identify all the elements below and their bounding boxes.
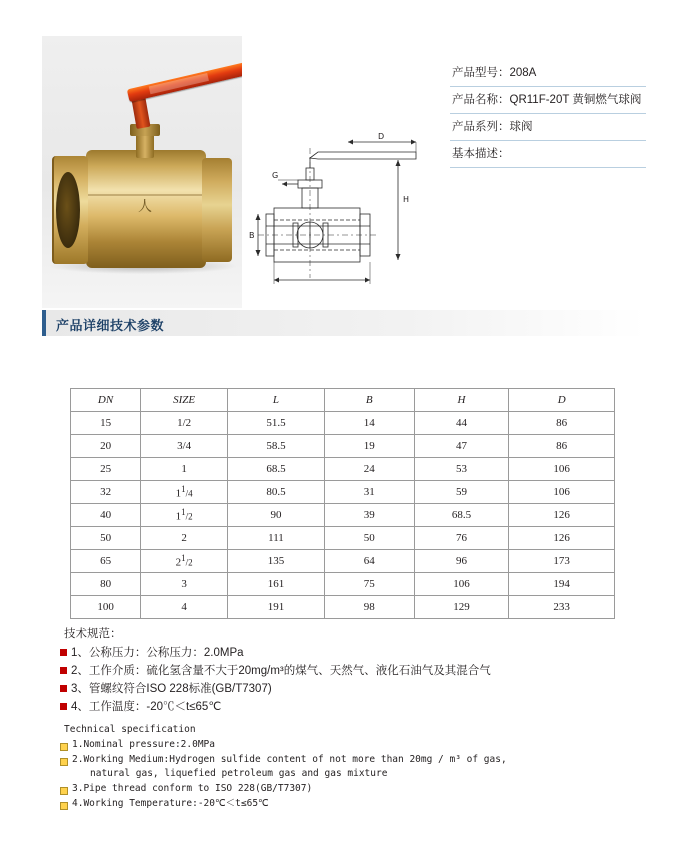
valve-handle <box>127 62 242 103</box>
cell-size: 3 <box>141 573 228 596</box>
cell-h: 129 <box>414 596 509 619</box>
cell-h: 59 <box>414 481 509 504</box>
cell-dn: 25 <box>71 458 141 481</box>
table-header-l: L <box>228 389 325 412</box>
table-header-row <box>71 389 615 412</box>
product-header-section <box>0 18 685 298</box>
cell-b: 14 <box>324 412 414 435</box>
note-cn-text: 4、工作温度：-20℃＜t≤65℃ <box>71 701 222 713</box>
product-info-row-name <box>450 87 646 114</box>
handle-sticker <box>149 73 209 94</box>
table-row <box>71 504 615 527</box>
drawing-label-g: G <box>272 171 279 180</box>
cell-size: 4 <box>141 596 228 619</box>
note-en-text: 1.Nominal pressure:2.0MPa <box>72 739 215 750</box>
cell-d: 86 <box>509 412 615 435</box>
cell-h: 76 <box>414 527 509 550</box>
note-cn-text: 2、工作介质：硫化氢含量不大于20mg/m³的煤气、天然气、液化石油气及其混合气 <box>71 665 491 677</box>
cell-d: 126 <box>509 527 615 550</box>
section-title: 产品详细技术参数 <box>56 318 165 333</box>
cell-b: 50 <box>324 527 414 550</box>
valve-logo-mark: 人 <box>138 200 152 215</box>
cell-dn: 65 <box>71 550 141 573</box>
cell-b: 98 <box>324 596 414 619</box>
section-accent-stripe <box>42 310 46 336</box>
cell-d: 86 <box>509 435 615 458</box>
note-cn-item <box>60 680 660 698</box>
cell-dn: 32 <box>71 481 141 504</box>
product-info-value-name: QR11F-20T 黄铜燃气球阀 <box>509 94 642 106</box>
table-row <box>71 596 615 619</box>
cell-b: 31 <box>324 481 414 504</box>
cell-l: 161 <box>228 573 325 596</box>
valve-bore <box>56 172 80 248</box>
notes-title-en: Technical specification <box>64 724 196 735</box>
cell-h: 106 <box>414 573 509 596</box>
table-row <box>71 412 615 435</box>
table-header-d: D <box>509 389 615 412</box>
cell-l: 80.5 <box>228 481 325 504</box>
note-cn-item <box>60 698 660 716</box>
cell-l: 135 <box>228 550 325 573</box>
section-title-bar <box>42 310 646 336</box>
table-header-h: H <box>414 389 509 412</box>
table-row <box>71 573 615 596</box>
product-info-label-model: 产品型号： <box>452 67 510 79</box>
cell-b: 75 <box>324 573 414 596</box>
cell-size: 1/2 <box>141 412 228 435</box>
spec-table <box>70 388 615 619</box>
cell-dn: 100 <box>71 596 141 619</box>
cell-dn: 15 <box>71 412 141 435</box>
cell-size: 2 <box>141 527 228 550</box>
bullet-red-icon <box>60 649 67 656</box>
table-row <box>71 481 615 504</box>
table-header-size: SIZE <box>141 389 228 412</box>
note-en-text-cont: natural gas, liquefied petroleum gas and gas mixture <box>90 768 388 779</box>
product-info-label-description: 基本描述： <box>452 148 510 160</box>
note-cn-text: 1、公称压力：公称压力：2.0MPa <box>71 647 244 659</box>
cell-b: 64 <box>324 550 414 573</box>
cell-l: 111 <box>228 527 325 550</box>
valve-left-end <box>52 156 88 264</box>
cell-dn: 80 <box>71 573 141 596</box>
cell-b: 24 <box>324 458 414 481</box>
note-en-text: 2.Working Medium:Hydrogen sulfide content of not more than 20mg / m³ of gas, <box>72 754 507 765</box>
bullet-yellow-icon <box>60 758 68 766</box>
product-info-label-name: 产品名称： <box>452 94 510 106</box>
note-cn-item <box>60 644 660 662</box>
table-row <box>71 550 615 573</box>
cell-dn: 50 <box>71 527 141 550</box>
note-en-item <box>60 797 660 811</box>
cell-d: 106 <box>509 458 615 481</box>
cell-size: $1^1/2$ <box>141 504 228 527</box>
cell-l: 58.5 <box>228 435 325 458</box>
cell-size: 3/4 <box>141 435 228 458</box>
table-row <box>71 435 615 458</box>
note-cn-item <box>60 662 660 680</box>
product-info-row-model <box>450 60 646 87</box>
cell-dn: 20 <box>71 435 141 458</box>
bullet-yellow-icon <box>60 787 68 795</box>
bullet-yellow-icon <box>60 802 68 810</box>
product-info-row-description <box>450 141 646 168</box>
note-cn-text: 3、管螺纹符合ISO 228标准(GB/T7307) <box>71 683 272 695</box>
cell-d: 173 <box>509 550 615 573</box>
note-en-text: 3.Pipe thread conform to ISO 228(GB/T7307) <box>72 783 313 794</box>
note-en-item <box>60 782 660 796</box>
note-en-item <box>60 738 660 752</box>
cell-h: 53 <box>414 458 509 481</box>
drawing-label-b: B <box>249 231 255 240</box>
product-info-label-series: 产品系列： <box>452 121 510 133</box>
product-info-value-model: 208A <box>509 67 537 79</box>
technical-notes <box>60 625 660 812</box>
cell-d: 194 <box>509 573 615 596</box>
cell-h: 47 <box>414 435 509 458</box>
cell-d: 233 <box>509 596 615 619</box>
notes-title-cn: 技术规范： <box>64 628 122 640</box>
cell-dn: 40 <box>71 504 141 527</box>
bullet-yellow-icon <box>60 743 68 751</box>
product-info-row-series <box>450 114 646 141</box>
cell-h: 44 <box>414 412 509 435</box>
cell-size: $1^1/4$ <box>141 481 228 504</box>
cell-size: $2^1/2$ <box>141 550 228 573</box>
cell-l: 90 <box>228 504 325 527</box>
cell-l: 68.5 <box>228 458 325 481</box>
product-photo <box>42 36 242 308</box>
spec-table-wrap <box>70 388 615 619</box>
technical-drawing <box>248 128 438 303</box>
cell-h: 96 <box>414 550 509 573</box>
cell-l: 191 <box>228 596 325 619</box>
bullet-red-icon <box>60 685 67 692</box>
cell-b: 19 <box>324 435 414 458</box>
drawing-label-h: H <box>403 195 410 204</box>
drawing-label-d: D <box>378 132 385 141</box>
table-row <box>71 527 615 550</box>
cell-d: 106 <box>509 481 615 504</box>
valve-right-end <box>202 158 232 262</box>
bullet-red-icon <box>60 703 67 710</box>
drawing-svg <box>248 128 438 303</box>
product-info-list <box>450 60 646 168</box>
cell-l: 51.5 <box>228 412 325 435</box>
cell-b: 39 <box>324 504 414 527</box>
table-header-dn: DN <box>71 389 141 412</box>
note-en-item <box>60 753 660 781</box>
product-info-value-series: 球阀 <box>509 121 533 133</box>
table-header-b: B <box>324 389 414 412</box>
note-en-text: 4.Working Temperature:-20℃＜t≤65℃ <box>72 798 269 809</box>
table-row <box>71 458 615 481</box>
cell-h: 68.5 <box>414 504 509 527</box>
cell-d: 126 <box>509 504 615 527</box>
cell-size: 1 <box>141 458 228 481</box>
bullet-red-icon <box>60 667 67 674</box>
